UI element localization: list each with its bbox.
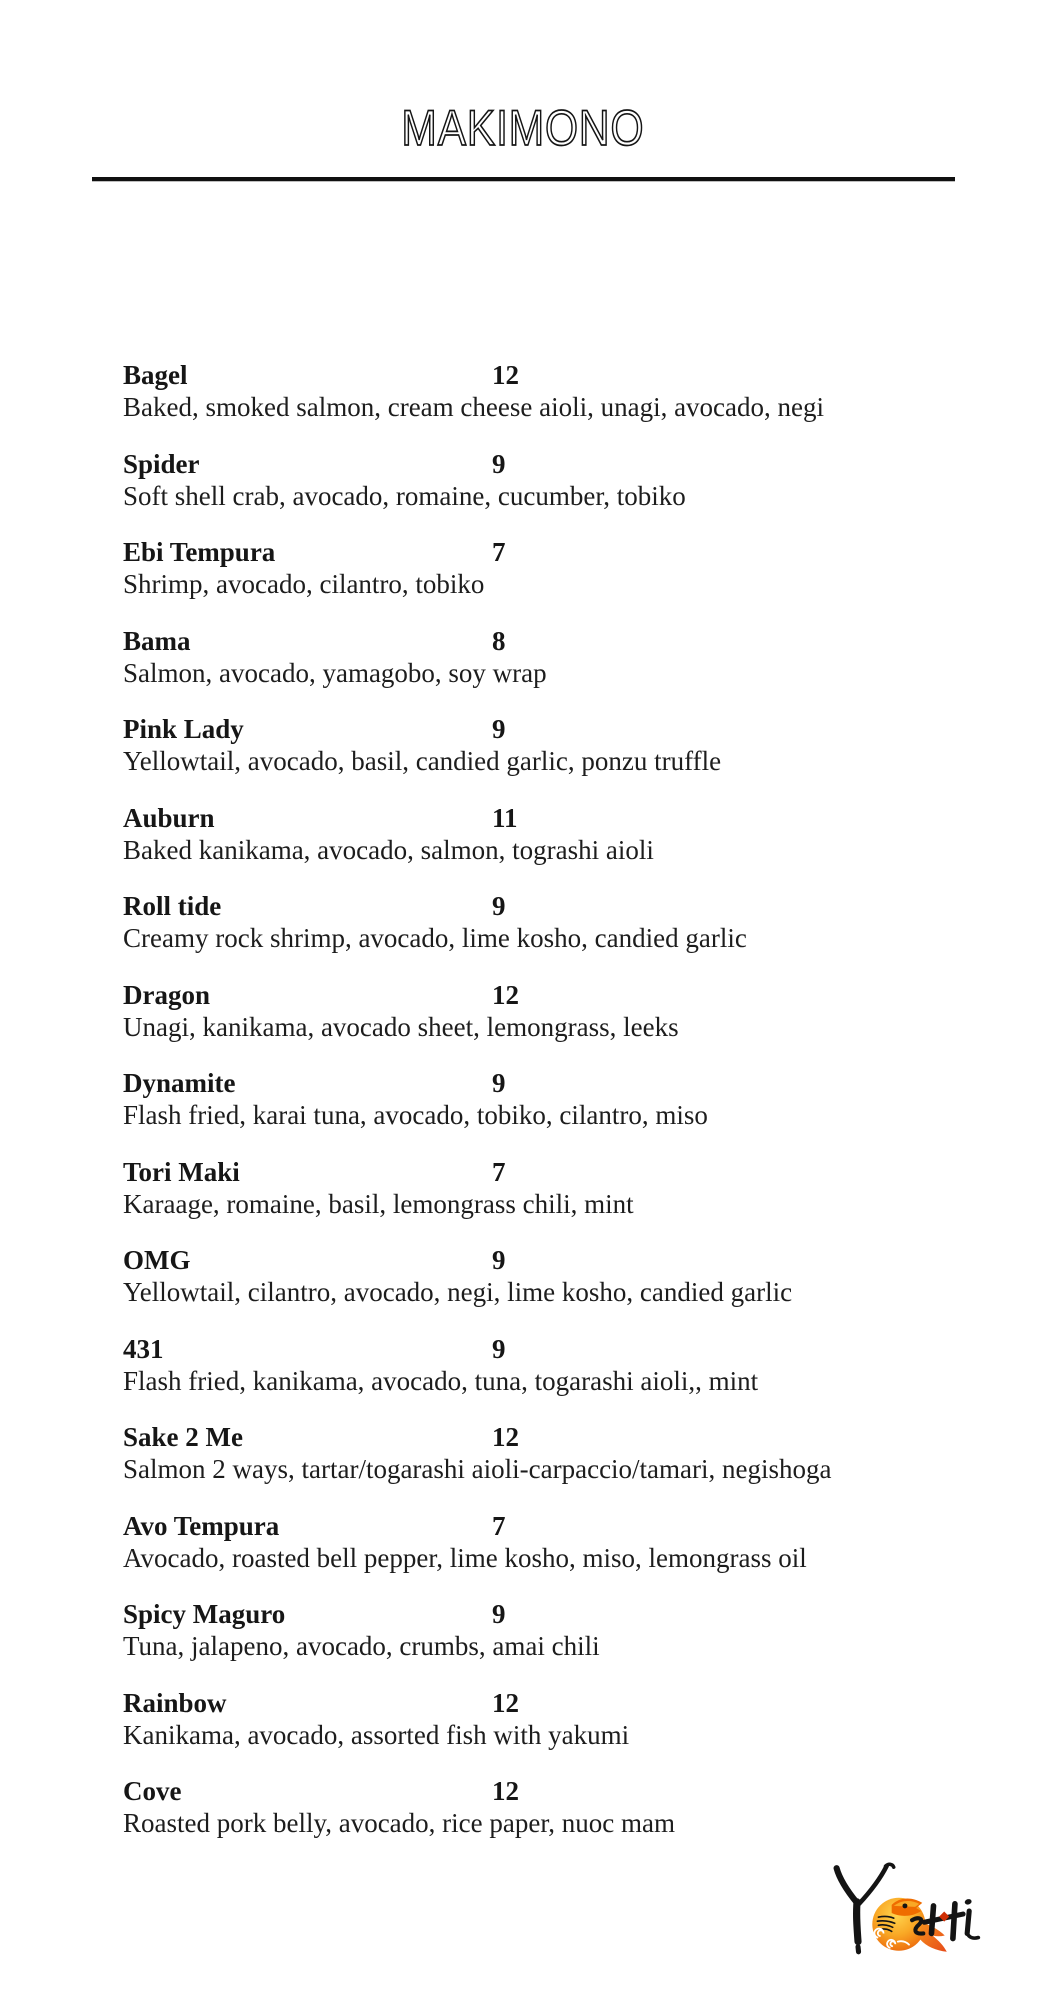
item-name: Cove (123, 1776, 182, 1806)
menu-item (123, 713, 993, 777)
item-price: 7 (492, 1156, 506, 1187)
menu-item (123, 979, 993, 1043)
item-name: Tori Maki (123, 1156, 240, 1187)
page-title: MAKIMONO (401, 100, 644, 156)
menu-item (123, 536, 993, 600)
item-price: 9 (492, 714, 506, 744)
item-price: 7 (492, 537, 506, 567)
item-price: 7 (492, 1510, 506, 1541)
item-price: 8 (492, 625, 506, 656)
menu-item (123, 1067, 993, 1131)
menu-item (123, 1244, 993, 1308)
item-name: Auburn (123, 802, 215, 833)
menu-item (123, 1510, 993, 1574)
item-price: 12 (492, 1422, 519, 1452)
menu-item (123, 1687, 993, 1751)
item-price: 12 (492, 1687, 519, 1718)
item-name: Pink Lady (123, 714, 244, 744)
menu-item (123, 1775, 993, 1839)
item-price: 11 (492, 802, 518, 833)
menu-items-list (123, 359, 993, 1864)
page-header (0, 100, 1045, 156)
menu-item (123, 1421, 993, 1485)
item-description: Yellowtail, cilantro, avocado, negi, lime kosho, candied garlic (123, 1277, 793, 1307)
item-description: Karaage, romaine, basil, lemongrass chili, mint (123, 1188, 634, 1219)
item-name: Dragon (123, 979, 210, 1010)
item-description: Baked kanikama, avocado, salmon, tograshi aioli (123, 834, 654, 865)
menu-item (123, 359, 993, 423)
item-description: Soft shell crab, avocado, romaine, cucumber, tobiko (123, 480, 686, 511)
item-price: 9 (492, 1068, 506, 1098)
item-description: Roasted pork belly, avocado, rice paper, nuoc mam (123, 1808, 675, 1838)
menu-item (123, 448, 993, 512)
item-name: Spicy Maguro (123, 1599, 286, 1629)
item-description: Tuna, jalapeno, avocado, crumbs, amai chili (123, 1631, 600, 1661)
item-name: Ebi Tempura (123, 537, 276, 567)
header-divider (92, 177, 955, 182)
item-description: Unagi, kanikama, avocado sheet, lemongrass, leeks (123, 1011, 679, 1042)
item-price: 9 (492, 1599, 506, 1629)
item-name: Dynamite (123, 1068, 236, 1098)
item-price: 12 (492, 360, 519, 390)
yoshi-fish-logo-icon (830, 1860, 986, 1962)
item-price: 12 (492, 979, 519, 1010)
item-name: 431 (123, 1333, 164, 1364)
item-description: Baked, smoked salmon, cream cheese aioli, unagi, avocado, negi (123, 392, 825, 422)
item-name: OMG (123, 1245, 191, 1275)
item-description: Flash fried, kanikama, avocado, tuna, togarashi aioli,, mint (123, 1365, 759, 1396)
item-name: Roll tide (123, 891, 222, 921)
restaurant-logo (830, 1860, 986, 1962)
item-name: Rainbow (123, 1687, 227, 1718)
item-name: Bama (123, 625, 191, 656)
item-name: Avo Tempura (123, 1510, 280, 1541)
menu-item (123, 625, 993, 689)
item-price: 9 (492, 448, 506, 479)
menu-item (123, 1333, 993, 1397)
item-description: Flash fried, karai tuna, avocado, tobiko, cilantro, miso (123, 1100, 708, 1130)
item-name: Spider (123, 448, 200, 479)
item-description: Creamy rock shrimp, avocado, lime kosho, candied garlic (123, 923, 747, 953)
menu-item (123, 890, 993, 954)
item-name: Sake 2 Me (123, 1422, 243, 1452)
item-description: Yellowtail, avocado, basil, candied garlic, ponzu truffle (123, 746, 722, 776)
item-price: 9 (492, 891, 506, 921)
item-description: Avocado, roasted bell pepper, lime kosho, miso, lemongrass oil (123, 1542, 807, 1573)
menu-item (123, 1598, 993, 1662)
item-name: Bagel (123, 360, 188, 390)
item-description: Salmon, avocado, yamagobo, soy wrap (123, 657, 547, 688)
item-description: Kanikama, avocado, assorted fish with yakumi (123, 1719, 630, 1750)
menu-item (123, 1156, 993, 1220)
item-description: Salmon 2 ways, tartar/togarashi aioli-carpaccio/tamari, negishoga (123, 1454, 832, 1484)
menu-item (123, 802, 993, 866)
item-price: 9 (492, 1333, 506, 1364)
item-price: 12 (492, 1776, 519, 1806)
item-description: Shrimp, avocado, cilantro, tobiko (123, 569, 485, 599)
item-price: 9 (492, 1245, 506, 1275)
